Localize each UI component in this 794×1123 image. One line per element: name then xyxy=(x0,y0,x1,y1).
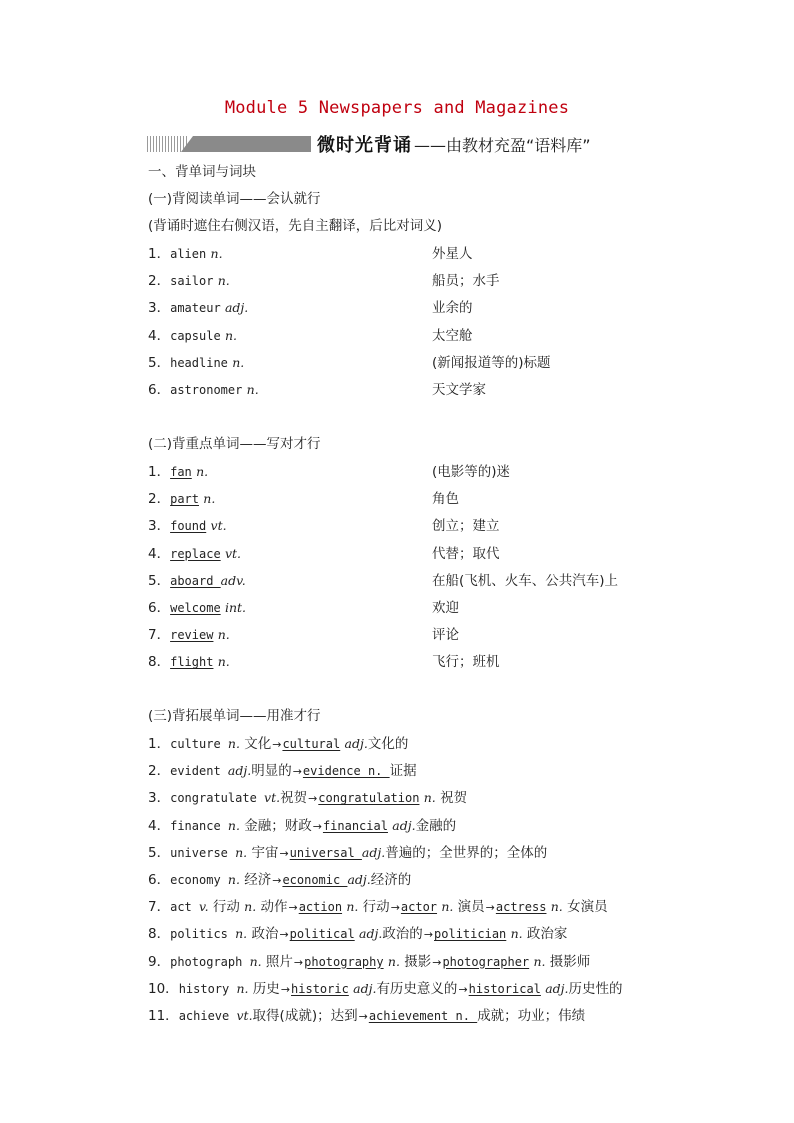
item-number: 5． xyxy=(148,844,171,861)
part-of-speech: int. xyxy=(224,600,247,615)
part-of-speech: vt. xyxy=(236,1008,253,1023)
vocab-word: astronomer xyxy=(170,383,243,397)
answer-word: politician xyxy=(434,927,507,942)
expansion-row xyxy=(148,925,567,944)
expansion-row xyxy=(148,762,417,781)
arrow-icon: → xyxy=(280,982,291,996)
word-meaning: 业余的 xyxy=(432,300,473,317)
part-of-speech: n. xyxy=(227,736,240,751)
word-meaning: 评论 xyxy=(432,627,459,644)
vocab-word: flight xyxy=(170,655,214,670)
part-of-speech: adj. xyxy=(361,844,386,860)
chinese-gloss: 摄影师 xyxy=(545,953,591,970)
item-number: 1． xyxy=(148,246,171,262)
part-of-speech: n. xyxy=(387,953,400,969)
item-number: 2． xyxy=(148,763,171,780)
vocab-word: sailor xyxy=(170,274,214,289)
chinese-gloss: 证据 xyxy=(389,763,417,780)
item-number: 1． xyxy=(148,464,171,480)
item-number: 6． xyxy=(148,382,171,398)
part-of-speech: n. xyxy=(227,872,240,887)
expansion-row xyxy=(148,1007,585,1026)
part1-note: (背诵时遮住右侧汉语，先自主翻译，后比对词义) xyxy=(148,218,443,234)
word-meaning: 船员；水手 xyxy=(432,273,500,290)
word-row xyxy=(148,463,208,481)
item-number: 7． xyxy=(148,627,171,644)
chinese-gloss: 金融；财政 xyxy=(239,817,312,834)
chinese-gloss: 祝贺 xyxy=(280,790,308,807)
word-row xyxy=(148,599,246,617)
chinese-gloss: 政治的 xyxy=(382,926,423,943)
arrow-icon: → xyxy=(485,901,495,915)
part-of-speech: n. xyxy=(210,246,223,261)
part-of-speech: n. xyxy=(217,654,230,670)
part-of-speech: vt. xyxy=(224,545,242,561)
expansion-row xyxy=(148,980,623,999)
item-number: 9． xyxy=(148,953,171,970)
part-of-speech: n. xyxy=(533,953,546,969)
banner-stripes-decoration xyxy=(147,136,187,152)
word-meaning: (新闻报道等的)标题 xyxy=(432,354,551,371)
word-row xyxy=(148,272,230,290)
part-of-speech: vt. xyxy=(264,790,281,806)
item-number: 2． xyxy=(148,491,171,508)
word-meaning: 外星人 xyxy=(432,246,473,262)
word-row xyxy=(148,299,248,317)
arrow-icon: → xyxy=(390,901,400,915)
base-word: congratulate xyxy=(170,791,265,806)
banner-bar-decoration xyxy=(181,136,311,152)
item-number: 11． xyxy=(148,1008,179,1024)
word-meaning: 创立；建立 xyxy=(432,518,500,535)
arrow-icon: → xyxy=(308,792,318,806)
expansion-row xyxy=(148,735,408,754)
word-meaning: 欢迎 xyxy=(432,600,459,616)
section-heading: 一、背单词与词块 xyxy=(148,164,256,180)
vocab-word: welcome xyxy=(170,601,221,615)
arrow-icon: → xyxy=(272,874,282,887)
item-number: 6． xyxy=(148,600,171,616)
answer-word: historic xyxy=(291,981,349,996)
base-word: act xyxy=(170,900,199,915)
part-of-speech: n. xyxy=(346,899,359,915)
answer-word: evidence n. xyxy=(302,764,390,779)
item-number: 5． xyxy=(148,572,171,589)
part-of-speech: n. xyxy=(227,817,240,833)
chinese-gloss: 经济的 xyxy=(370,872,412,888)
answer-word: political xyxy=(289,927,355,942)
item-number: 10． xyxy=(148,980,179,997)
chinese-gloss: 政治家 xyxy=(522,926,568,943)
base-word: economy xyxy=(170,873,228,887)
item-number: 2． xyxy=(148,273,171,290)
vocab-word: headline xyxy=(170,355,228,370)
answer-word: historical xyxy=(468,981,541,996)
banner-sub-text: ——由教材充盈“语料库” xyxy=(414,135,591,155)
part-of-speech: adj. xyxy=(353,980,377,996)
chinese-gloss: 照片 xyxy=(261,953,293,970)
arrow-icon: → xyxy=(312,819,322,833)
part-of-speech: v. xyxy=(199,899,209,915)
chinese-gloss: 文化的 xyxy=(367,736,409,752)
answer-word: economic xyxy=(282,873,348,887)
vocab-word: aboard xyxy=(170,573,221,588)
item-number: 8． xyxy=(148,926,171,943)
expansion-row xyxy=(148,789,467,808)
base-word: universe xyxy=(170,845,236,860)
item-number: 4． xyxy=(148,817,171,834)
chinese-gloss: 祝贺 xyxy=(435,790,468,807)
vocab-word: amateur xyxy=(170,301,221,316)
word-meaning: 太空舱 xyxy=(432,327,473,344)
chinese-gloss: 行动 xyxy=(358,899,390,916)
part-of-speech: adj. xyxy=(392,817,416,833)
arrow-icon: → xyxy=(279,846,289,860)
part-of-speech: n. xyxy=(550,899,563,915)
part-of-speech: n. xyxy=(246,382,259,397)
part-of-speech: n. xyxy=(217,273,230,289)
vocab-word: review xyxy=(170,628,214,643)
base-word: finance xyxy=(170,818,228,833)
chinese-gloss: 经济 xyxy=(239,872,272,888)
word-meaning: 飞行；班机 xyxy=(432,654,500,671)
word-row xyxy=(148,517,227,535)
expansion-row xyxy=(148,953,590,972)
word-meaning: 天文学家 xyxy=(432,382,486,398)
part-of-speech: n. xyxy=(235,844,248,860)
base-word: achieve xyxy=(178,1009,237,1023)
base-word: politics xyxy=(170,927,236,942)
part-of-speech: n. xyxy=(236,980,249,996)
answer-word: congratulation xyxy=(318,791,420,806)
item-number: 3． xyxy=(148,518,171,535)
arrow-icon: → xyxy=(358,1010,368,1023)
banner-main-text: 微时光背诵 xyxy=(317,135,412,156)
part-of-speech: adv. xyxy=(220,572,246,588)
word-row xyxy=(148,245,223,263)
part-of-speech: n. xyxy=(232,354,245,370)
chinese-gloss: 文化 xyxy=(239,736,272,752)
part-of-speech: n. xyxy=(203,491,216,507)
word-row xyxy=(148,327,237,345)
word-row xyxy=(148,354,244,372)
word-row xyxy=(148,572,246,590)
item-number: 1． xyxy=(148,736,171,752)
vocab-word: fan xyxy=(170,465,192,479)
answer-word: actor xyxy=(400,900,438,915)
chinese-gloss: 有历史意义的 xyxy=(376,980,458,997)
word-meaning: 代替；取代 xyxy=(432,545,500,562)
chinese-gloss: 历史 xyxy=(248,980,280,997)
part-of-speech: n. xyxy=(510,926,523,942)
word-meaning: 在船(飞机、火车、公共汽车)上 xyxy=(432,572,619,589)
part-of-speech: adj. xyxy=(545,980,569,996)
chinese-gloss: 普遍的；全世界的；全体的 xyxy=(385,844,548,861)
word-meaning: (电影等的)迷 xyxy=(432,464,511,480)
part-of-speech: n. xyxy=(224,327,237,343)
chinese-gloss: 行动 xyxy=(208,899,245,916)
item-number: 3． xyxy=(148,790,171,807)
chinese-gloss: 宇宙 xyxy=(247,844,279,861)
part2-heading: (二)背重点单词——写对才行 xyxy=(148,436,321,452)
part-of-speech: n. xyxy=(217,627,230,643)
part-of-speech: n. xyxy=(244,899,257,915)
expansion-row xyxy=(148,844,547,863)
word-row xyxy=(148,653,230,671)
vocab-word: alien xyxy=(170,247,207,261)
arrow-icon: → xyxy=(293,955,304,969)
item-number: 3． xyxy=(148,300,171,317)
item-number: 8． xyxy=(148,654,171,671)
base-word: evident xyxy=(170,764,228,779)
arrow-icon: → xyxy=(458,982,468,996)
word-row xyxy=(148,626,230,644)
answer-word: photography xyxy=(304,954,384,969)
part-of-speech: n. xyxy=(441,899,454,915)
base-word: culture xyxy=(170,737,228,751)
chinese-gloss: 取得(成就)；达到 xyxy=(252,1008,358,1024)
word-row xyxy=(148,490,215,508)
answer-word: cultural xyxy=(282,737,341,751)
arrow-icon: → xyxy=(272,738,282,751)
chinese-gloss: 政治 xyxy=(247,926,279,943)
part-of-speech: vt. xyxy=(210,518,227,534)
item-number: 6． xyxy=(148,872,171,888)
answer-word: universal xyxy=(289,845,362,860)
answer-word: achievement n. xyxy=(368,1009,478,1023)
part-of-speech: adj. xyxy=(344,736,368,751)
part-of-speech: n. xyxy=(235,926,248,942)
word-row xyxy=(148,381,259,399)
part-of-speech: adj. xyxy=(227,763,252,779)
chinese-gloss: 摄影 xyxy=(399,953,432,970)
chinese-gloss: 演员 xyxy=(453,899,485,916)
answer-word: actress xyxy=(495,900,547,915)
item-number: 7． xyxy=(148,899,171,916)
part-of-speech: n. xyxy=(423,790,436,806)
part-of-speech: adj. xyxy=(347,872,371,887)
part-of-speech: n. xyxy=(196,464,209,479)
arrow-icon: → xyxy=(423,928,434,942)
part3-heading: (三)背拓展单词——用准才行 xyxy=(148,708,321,724)
section-banner xyxy=(147,132,591,156)
vocab-word: capsule xyxy=(170,328,221,343)
chinese-gloss: 历史性的 xyxy=(568,980,623,997)
chinese-gloss: 成就；功业；伟绩 xyxy=(477,1008,586,1024)
arrow-icon: → xyxy=(288,901,298,915)
chinese-gloss: 明显的 xyxy=(251,763,292,780)
expansion-row xyxy=(148,871,411,890)
page-title: Module 5 Newspapers and Magazines xyxy=(224,98,570,118)
item-number: 4． xyxy=(148,327,171,344)
vocab-word: replace xyxy=(170,546,221,561)
item-number: 5． xyxy=(148,354,171,371)
item-number: 4． xyxy=(148,545,171,562)
part-of-speech: adj. xyxy=(359,926,383,942)
expansion-row xyxy=(148,817,456,836)
chinese-gloss: 女演员 xyxy=(562,899,608,916)
part1-heading: (一)背阅读单词——会认就行 xyxy=(148,191,321,207)
expansion-row xyxy=(148,898,608,917)
answer-word: action xyxy=(298,900,343,915)
arrow-icon: → xyxy=(279,928,289,942)
base-word: photograph xyxy=(170,954,250,969)
answer-word: financial xyxy=(322,818,388,833)
word-meaning: 角色 xyxy=(432,491,459,508)
answer-word: photographer xyxy=(442,954,530,969)
part-of-speech: n. xyxy=(249,953,262,969)
base-word: history xyxy=(178,981,237,996)
chinese-gloss: 动作 xyxy=(256,899,288,916)
word-row xyxy=(148,545,241,563)
vocab-word: found xyxy=(170,519,207,534)
chinese-gloss: 金融的 xyxy=(415,817,457,834)
vocab-word: part xyxy=(170,492,199,507)
part-of-speech: adj. xyxy=(224,300,249,316)
arrow-icon: → xyxy=(432,955,442,969)
arrow-icon: → xyxy=(292,765,302,779)
